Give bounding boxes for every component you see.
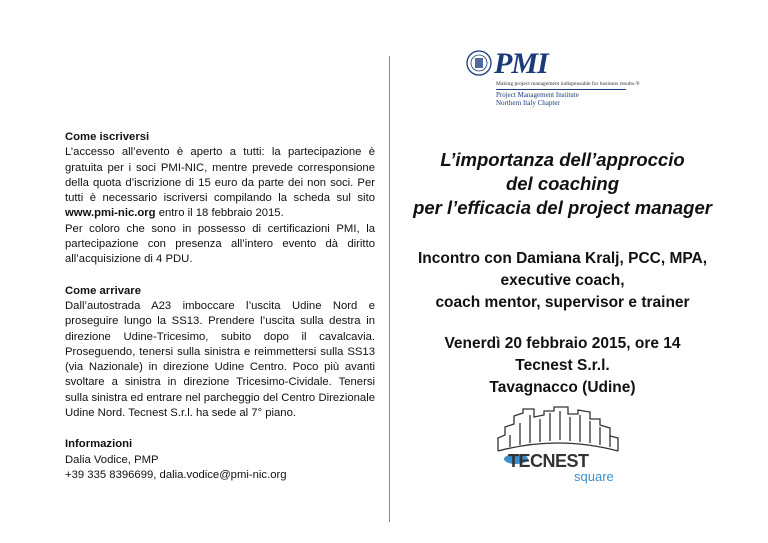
certification-text: Per coloro che sono in possesso di certificazioni PMI, la partecipazione con presenza all’intero evento dà diritto all’acquisizione di 4 PDU. (65, 222, 375, 266)
signup-text: L’accesso all’evento è aperto a tutti: la partecipazione è gratuita per i soci PMI-NIC, mentre prevede corresponsione della quota d’iscrizione di 15 euro da parte dei non soci. Per tutti è necessario iscriversi compilando la scheda sul sito www.pmi-nic.org entro il 18 febbraio 2015. (65, 146, 375, 220)
info-heading: Informazioni (65, 438, 133, 451)
pmi-tagline: Making project management indispensable for business results.® (496, 81, 640, 87)
speaker-info: Incontro con Damiana Kralj, PCC, MPA, executive coach, coach mentor, supervisor e trainer (417, 250, 708, 311)
event-details: Venerdì 20 febbraio 2015, ore 14 Tecnest S.r.l. Tavagnacco (Udine) (444, 335, 681, 396)
site-link[interactable]: www.pmi-nic.org (65, 207, 156, 220)
signup-heading: Come iscriversi (65, 131, 150, 143)
tecnest-skyline-icon (498, 407, 618, 451)
tecnest-wordmark: TECNEST (508, 451, 589, 471)
directions-text: Dall’autostrada A23 imboccare l’uscita Udine Nord e proseguire lungo la SS13. Prendere l’uscita sulla destra in direzione Udine-Tricesimo, subito dopo il cavalcavia. Proseguendo, tenersi sulla sinistra e reimmettersi sulla SS13 (via Nazionale) in direzione Udine Centro. Poco più avanti svoltare a sinistra in direzione Tricesimo-Cividale. Tenersi sulla sinistra ed entrare nel parcheggio del Centro Direzionale Udine Nord. Tecnest S.r.l. ha sede al 7° piano. (65, 299, 375, 420)
info-section (65, 437, 375, 483)
column-divider (389, 56, 390, 522)
contact-name: Dalia Vodice, PMP (65, 453, 159, 466)
directions-heading: Come arrivare (65, 284, 141, 297)
signup-section (65, 130, 375, 268)
contact-details[interactable]: +39 335 8396699, dalia.vodice@pmi-nic.org (65, 468, 287, 481)
info-column (65, 130, 375, 499)
event-title: L’importanza dell’approccio del coaching per l’efficacia del project manager (413, 149, 712, 218)
pmi-mark: PMI (494, 47, 548, 80)
directions-section (65, 284, 375, 422)
pmi-logo (466, 47, 666, 108)
tecnest-sub: square (574, 469, 614, 484)
pmi-emblem-icon (466, 50, 492, 76)
pmi-rule (496, 89, 626, 90)
pmi-chapter-name: Project Management Institute Northern Italy Chapter (496, 91, 579, 107)
tecnest-logo (490, 405, 640, 495)
